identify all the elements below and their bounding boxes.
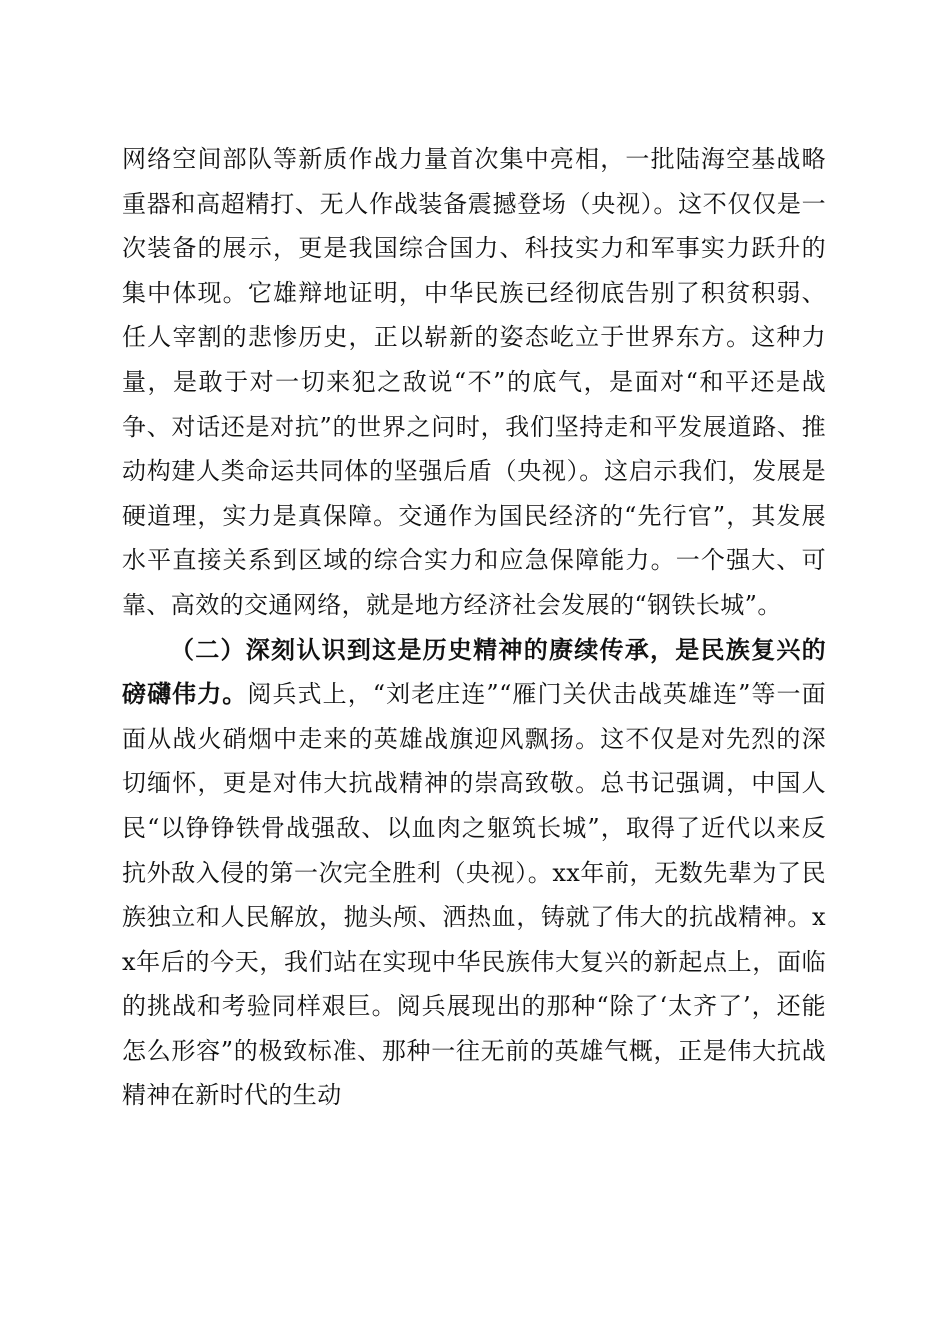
body-paragraph-2 — [122, 628, 826, 1119]
document-page — [122, 137, 826, 1118]
paragraph-1-text: 网络空间部队等新质作战力量首次集中亮相，一批陆海空基战略重器和高超精打、无人作战装备震撼登场（央视）。这不仅仅是一次装备的展示，更是我国综合国力、科技实力和军事实力跃升的集中体现。它雄辩地证明，中华民族已经彻底告别了积贫积弱、任人宰割的悲惨历史，正以崭新的姿态屹立于世界东方。这种力量，是敢于对一切来犯之敌说“不”的底气，是面对“和平还是战争、对话还是对抗”的世界之问时，我们坚持走和平发展道路、推动构建人类命运共同体的坚强后盾（央视）。这启示我们，发展是硬道理，实力是真保障。交通作为国民经济的“先行官”，其发展水平直接关系到区域的综合实力和应急保障能力。一个强大、可靠、高效的交通网络，就是地方经济社会发展的“钢铁长城”。 — [122, 145, 826, 619]
body-paragraph-1 — [122, 137, 826, 628]
section-heading-2: （二）深刻认识到这是历史精神的赓续传承，是民族复兴的磅礴伟力。 — [122, 634, 826, 709]
paragraph-2-text: 阅兵式上，“刘老庄连”“雁门关伏击战英雄连”等一面面从战火硝烟中走来的英雄战旗迎风飘扬。这不仅是对先烈的深切缅怀，更是对伟大抗战精神的崇高致敬。总书记强调，中国人民“以铮铮铁骨战强敌、以血肉之躯筑长城”，取得了近代以来反抗外敌入侵的第一次完全胜利（央视）。xx年前，无数先辈为了民族独立和人民解放，抛头颅、洒热血，铸就了伟大的抗战精神。xx年后的今天，我们站在实现中华民族伟大复兴的新起点上，面临的挑战和考验同样艰巨。阅兵展现出的那种“除了‘太齐了’，还能怎么形容”的极致标准、那种一往无前的英雄气概，正是伟大抗战精神在新时代的生动 — [122, 680, 827, 1110]
